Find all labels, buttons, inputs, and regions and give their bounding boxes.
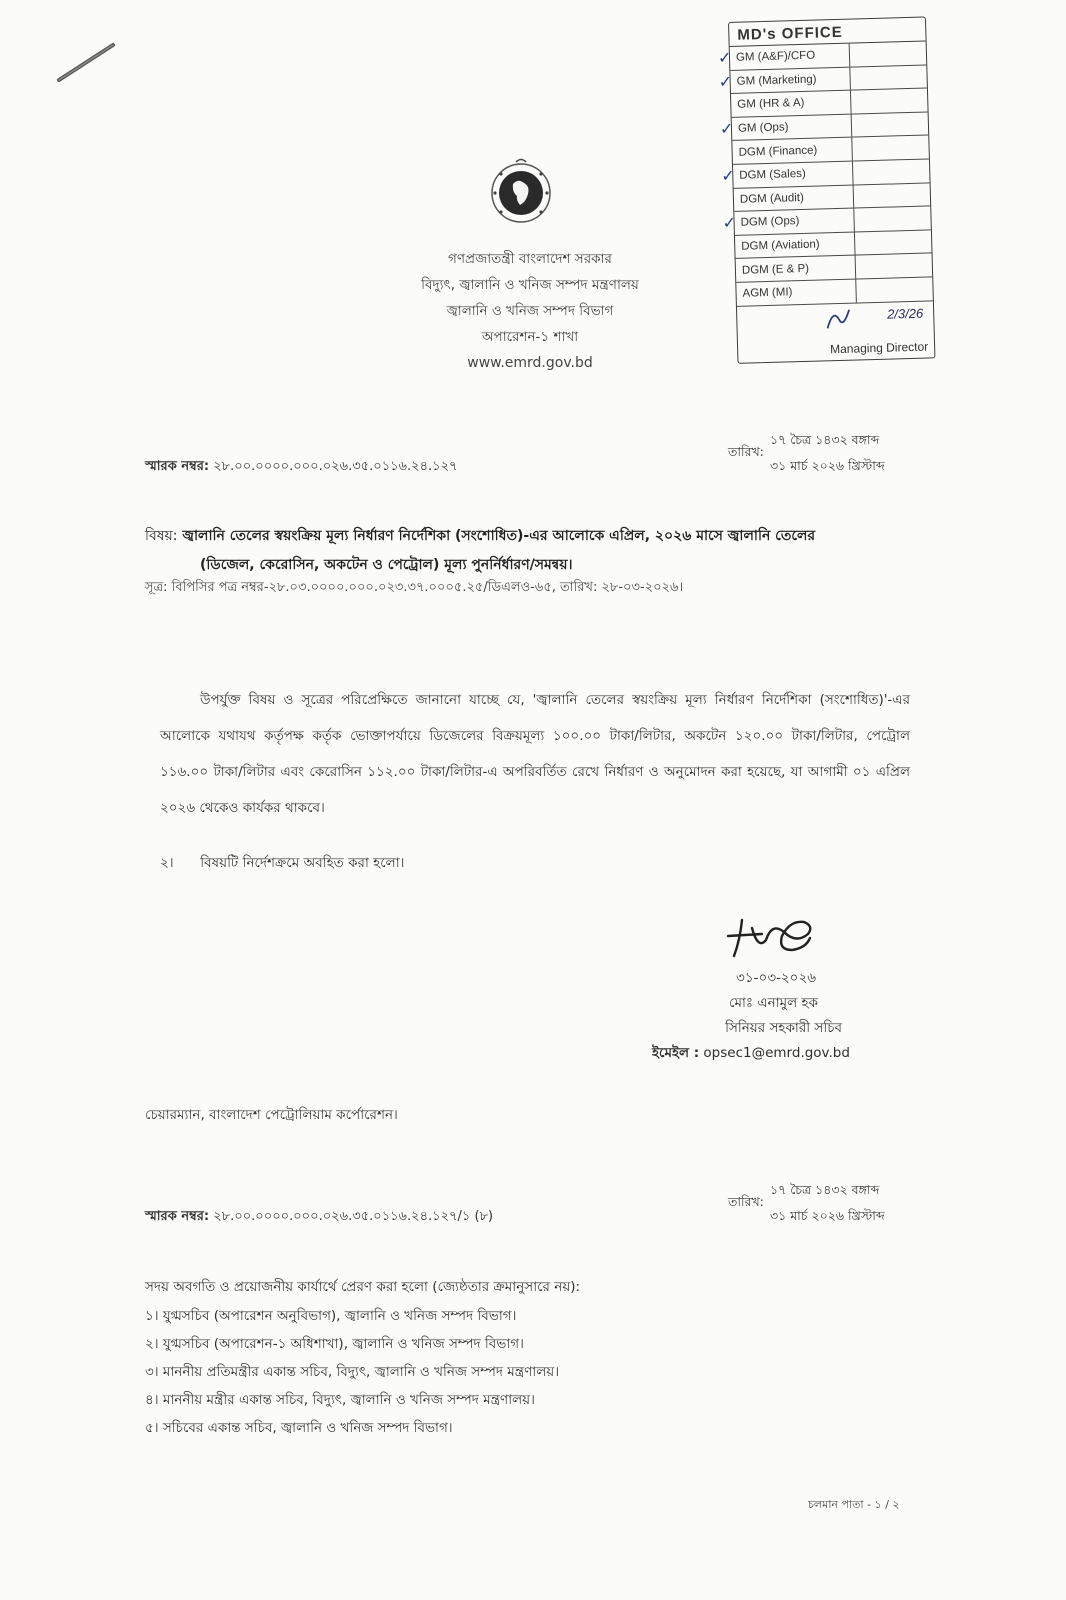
paragraph-2-text: বিষয়টি নির্দেশক্রমে অবহিত করা হলো। <box>200 855 405 871</box>
stamp-row-label: AGM (MI) <box>736 279 857 305</box>
letterhead-section: অপারেশন-১ শাখা <box>481 329 579 345</box>
signatory-email-line <box>640 1041 890 1066</box>
memo-number-value: ২৮.০০.০০০০.০০০.০২৬.৩৫.০১১৬.২৪.১২৭ <box>213 459 458 474</box>
memo-number-value: ২৮.০০.০০০০.০০০.০২৬.৩৫.০১১৬.২৪.১২৭/১ (৮) <box>213 1209 494 1224</box>
pen-mark <box>55 40 117 85</box>
md-signature-label: Managing Director <box>829 339 929 356</box>
subject-continued <box>145 551 915 580</box>
memo-date-1 <box>728 432 928 482</box>
stamp-row-label: DGM (Ops) <box>734 209 855 235</box>
stamp-row-blank <box>850 53 926 55</box>
stamp-row-blank <box>852 124 928 126</box>
check-mark-icon: ✓ <box>722 215 737 233</box>
stamp-row-label: DGM (E & P) <box>736 256 857 282</box>
stamp-row-label: GM (A&F)/CFO <box>730 44 851 70</box>
stamp-row-blank <box>857 289 933 291</box>
stamp-row-blank <box>853 171 929 173</box>
signatory-designation: সিনিয়র সহকারী সচিব <box>725 1020 842 1036</box>
body-paragraph-1: উপর্যুক্ত বিষয় ও সূত্রের পরিপ্রেক্ষিতে জানানো যাচ্ছে যে, 'জ্বালানি তেলের স্বয়ংক্রিয় মূল্য নির্ধারণ নির্দেশিকা (সংশোধিত)'-এর আলোকে যথাযথ কর্তৃপক্ষ কর্তৃক ভোক্তাপর্যায়ে ডিজেলের বিক্রয়মূল্য ১০০.০০ টাকা/লিটার, অকটেন ১২০.০০ টাকা/লিটার, পেট্রোল ১১৬.০০ টাকা/লিটার এবং কেরোসিন ১১২.০০ টাকা/লিটার-এ অপরিবর্তিত রেখে নির্ধারণ ও অনুমোদন করা হয়েছে, যা আগামী ০১ এপ্রিল ২০২৬ থেকেও কার্যকর থাকবে। <box>160 692 910 816</box>
letterhead-division: জ্বালানি ও খনিজ সম্পদ বিভাগ <box>446 303 614 319</box>
email-label: ইমেইল : <box>652 1045 700 1061</box>
letterhead <box>370 246 690 376</box>
signatory-name: মোঃ এনামুল হক <box>728 995 818 1011</box>
check-mark-icon: ✓ <box>718 73 733 92</box>
memo-number-label: স্মারক নম্বর: <box>145 1209 210 1224</box>
stamp-row-label: GM (HR & A) <box>731 91 852 117</box>
memo-number-1 <box>145 457 458 478</box>
date-gregorian: ৩১ মার্চ ২০২৬ খ্রিস্টাব্দ <box>770 1208 885 1223</box>
stamp-row-blank <box>856 265 932 267</box>
check-mark-icon: ✓ <box>721 168 735 186</box>
reference-text: বিপিসির পত্র নম্বর-২৮.০৩.০০০০.০০০.০২৩.৩৭.০০০৫.২৫/ডিএলও-৬৫, তারিখ: ২৮-০৩-২০২৬। <box>171 580 684 595</box>
email-link[interactable]: opsec1@emrd.gov.bd <box>703 1045 850 1061</box>
list-item: ৫। সচিবের একান্ত সচিব, জ্বালানি ও খনিজ সম্পদ বিভাগ। <box>145 1420 453 1436</box>
subject-line-2: (ডিজেল, কেরোসিন, অকটেন ও পেট্রোল) মূল্য পুনর্নির্ধারণ/সমন্বয়। <box>200 557 573 573</box>
check-mark-icon: ✓ <box>719 120 734 139</box>
stamp-row-blank <box>855 241 931 243</box>
stamp-row-label: DGM (Aviation) <box>735 232 856 258</box>
md-signature-date: 2/3/26 <box>886 305 924 322</box>
stamp-row-blank <box>855 218 931 220</box>
distribution-intro: সদয় অবগতি ও প্রয়োজনীয় কার্যার্থে প্রেরণ করা হলো (জ্যেষ্ঠতার ক্রমানুসারে নয়): <box>145 1279 581 1295</box>
stamp-row-blank <box>853 147 929 149</box>
date-label: তারিখ: <box>728 1194 764 1209</box>
handwritten-signature <box>722 910 822 962</box>
list-item: ৪। মাননীয় মন্ত্রীর একান্ত সচিব, বিদ্যুৎ, জ্বালানি ও খনিজ সম্পদ মন্ত্রণালয়। <box>145 1392 535 1408</box>
letterhead-ministry: বিদ্যুৎ, জ্বালানি ও খনিজ সম্পদ মন্ত্রণালয় <box>421 277 639 293</box>
letterhead-government: গণপ্রজাতন্ত্রী বাংলাদেশ সরকার <box>448 251 612 267</box>
body-paragraph-2 <box>160 852 404 875</box>
date-bangla: ১৭ চৈত্র ১৪৩২ বঙ্গাব্দ <box>770 1182 880 1197</box>
stamp-row-label: DGM (Sales) <box>733 162 854 188</box>
date-gregorian: ৩১ মার্চ ২০২৬ খ্রিস্টাব্দ <box>770 458 885 473</box>
stamp-row-blank <box>851 76 927 78</box>
stamp-row-label: DGM (Audit) <box>734 185 855 211</box>
subject-line-1: জ্বালানি তেলের স্বয়ংক্রিয় মূল্য নির্ধারণ নির্দেশিকা (সংশোধিত)-এর আলোকে এপ্রিল, ২০২৬ মাসে জ্বালানি তেলের <box>182 528 816 544</box>
subject-label: বিষয়: <box>145 528 178 544</box>
stamp-row-label: GM (Ops) <box>732 114 853 140</box>
stamp-row-blank <box>851 100 927 102</box>
subject <box>145 522 915 551</box>
memo-number-label: স্মারক নম্বর: <box>145 459 210 474</box>
paragraph-number: ২। <box>160 855 174 871</box>
list-item: ১। যুগ্মসচিব (অপারেশন অনুবিভাগ), জ্বালানি ও খনিজ সম্পদ বিভাগ। <box>145 1308 517 1324</box>
stamp-row-label: GM (Marketing) <box>730 67 851 93</box>
reference <box>145 578 683 599</box>
memo-date-2 <box>728 1182 928 1232</box>
page-indicator: চলমান পাতা - ১ / ২ <box>808 1498 900 1511</box>
check-mark-icon: ✓ <box>717 50 732 68</box>
government-emblem-icon <box>486 156 556 226</box>
md-signature-area <box>737 301 934 362</box>
md-office-stamp-title: MD's OFFICE <box>729 17 926 46</box>
letterhead-website: www.emrd.gov.bd <box>467 355 593 371</box>
signature-date: ৩১-০৩-২০২৬ <box>736 970 816 986</box>
md-initial-signature-icon <box>823 305 854 332</box>
md-office-stamp <box>717 16 935 363</box>
recipient: চেয়ারম্যান, বাংলাদেশ পেট্রোলিয়াম কর্পোরেশন। <box>145 1107 398 1123</box>
signatory-block <box>640 966 890 1066</box>
list-item: ২। যুগ্মসচিব (অপারেশন-১ অধিশাখা), জ্বালানি ও খনিজ সম্পদ বিভাগ। <box>145 1336 524 1352</box>
stamp-row-label: DGM (Finance) <box>732 138 853 164</box>
date-label: তারিখ: <box>728 444 764 459</box>
stamp-row-blank <box>854 194 930 196</box>
reference-label: সূত্র: <box>145 580 168 595</box>
memo-number-2 <box>145 1207 493 1228</box>
list-item: ৩। মাননীয় প্রতিমন্ত্রীর একান্ত সচিব, বিদ্যুৎ, জ্বালানি ও খনিজ সম্পদ মন্ত্রণালয়। <box>145 1364 560 1380</box>
date-bangla: ১৭ চৈত্র ১৪৩২ বঙ্গাব্দ <box>770 432 880 447</box>
distribution-list <box>145 1302 559 1442</box>
